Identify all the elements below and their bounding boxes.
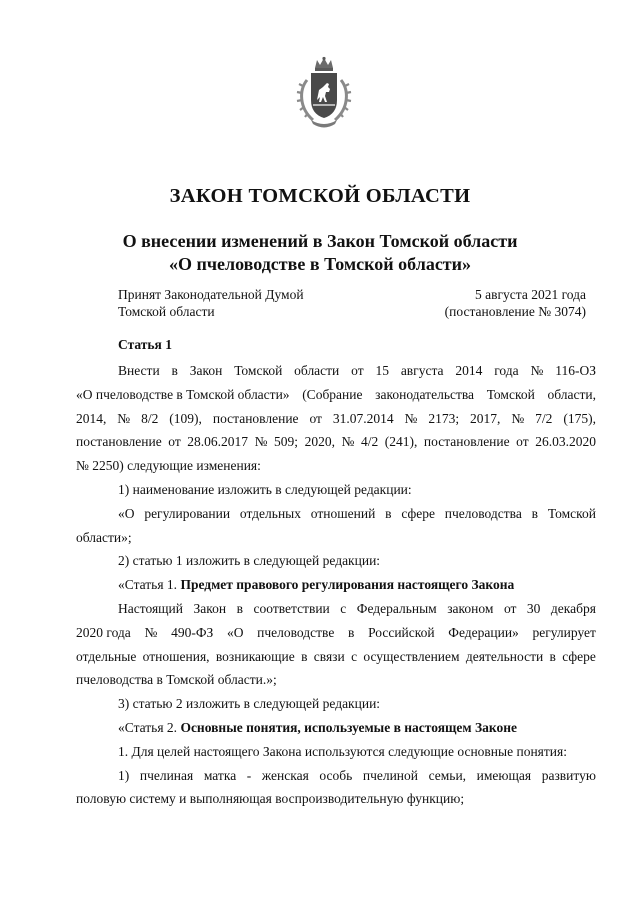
word: 2014, xyxy=(76,410,107,426)
justified-line xyxy=(76,764,596,788)
word: от xyxy=(503,600,517,616)
word: 2173; xyxy=(428,410,460,426)
word: от xyxy=(168,434,181,450)
word: 8/2 xyxy=(141,410,159,426)
word: в xyxy=(531,505,539,521)
word: 2020, xyxy=(304,434,335,450)
word: № xyxy=(117,410,131,426)
word: «О xyxy=(226,624,244,640)
article-title: Основные понятия, используемые в настоящем Законе xyxy=(180,719,517,735)
word: 31.07.2014 xyxy=(332,410,394,426)
word: отношений xyxy=(310,505,376,521)
word: 30 xyxy=(526,600,541,616)
word: Закон xyxy=(193,600,227,616)
word: с xyxy=(340,600,347,616)
word: № xyxy=(404,410,418,426)
word: возникающие xyxy=(215,648,295,664)
justified-line xyxy=(76,645,596,669)
word: 4/2 xyxy=(360,434,379,450)
paragraph-last-line: половую систему и выполняющая воспроизводительную функцию; xyxy=(76,791,465,807)
word: (241), xyxy=(384,434,418,450)
word: № xyxy=(144,624,158,640)
paragraph-last-line: № 2250) следующие изменения: xyxy=(76,458,261,474)
word: пчелиная xyxy=(139,767,194,783)
justified-line xyxy=(76,502,596,526)
word: регулирует xyxy=(532,624,596,640)
word: 26.03.2020 xyxy=(535,434,596,450)
justified-line xyxy=(76,597,596,621)
article-prefix: «Статья 2. xyxy=(118,719,181,735)
article-body xyxy=(76,359,596,811)
amendment-item: 2) статью 1 изложить в следующей редакции: xyxy=(118,553,381,569)
law-subtitle xyxy=(0,230,640,276)
adopted-by xyxy=(118,286,304,320)
word: пчеловодстве xyxy=(257,624,335,640)
word: 490-ФЗ xyxy=(171,624,214,640)
word: законом xyxy=(447,600,494,616)
word: в xyxy=(549,648,556,664)
word: Российской xyxy=(368,624,435,640)
word: 7/2 xyxy=(535,410,553,426)
word: в xyxy=(236,600,243,616)
justified-line xyxy=(76,621,596,645)
subtitle-line: «О пчеловодстве в Томской области» xyxy=(168,254,472,274)
adoption-date xyxy=(445,286,586,320)
word: года xyxy=(494,363,519,378)
word: развитую xyxy=(541,767,596,783)
word: матка xyxy=(203,767,237,783)
word: связи xyxy=(313,648,345,664)
justified-line xyxy=(76,407,596,431)
justified-line xyxy=(76,359,596,383)
word: (Собрание xyxy=(302,386,363,402)
word: 2020 года xyxy=(76,624,131,640)
article-heading: Статья 1 xyxy=(118,337,172,352)
word: Внести xyxy=(118,363,160,378)
word: регулировании xyxy=(144,505,231,521)
word: в xyxy=(171,363,178,378)
resolution-number: (постановление № 3074) xyxy=(444,304,586,319)
word: в xyxy=(385,505,392,521)
word: 28.06.2017 xyxy=(187,434,249,450)
word: 116-ОЗ xyxy=(555,363,596,378)
word: постановление xyxy=(212,410,299,426)
word: (109), xyxy=(169,410,202,426)
word: Томской xyxy=(234,363,283,378)
word: осуществлением xyxy=(363,648,460,664)
amendment-item: 3) статью 2 изложить в следующей редакции: xyxy=(118,696,381,712)
word: (175), xyxy=(563,410,596,426)
word: Настоящий xyxy=(118,600,184,616)
word: пчеловодства xyxy=(444,505,522,521)
word: законодательства xyxy=(375,386,475,402)
word: 1) xyxy=(118,767,130,783)
word: 15 xyxy=(375,363,389,378)
article-title: Предмет правового регулирования настоящего Закона xyxy=(180,577,515,593)
word: области, xyxy=(547,386,596,402)
article-prefix: «Статья 1. xyxy=(118,577,181,593)
word: «О xyxy=(118,505,135,521)
quoted-article-heading xyxy=(76,573,596,597)
word: в xyxy=(348,624,355,640)
word: отдельных xyxy=(239,505,301,521)
word: Закон xyxy=(189,363,223,378)
subtitle-line: О внесении изменений в Закон Томской области xyxy=(122,231,518,251)
word: отношения, xyxy=(142,648,210,664)
word: соответствии xyxy=(253,600,330,616)
word: от xyxy=(351,363,364,378)
adopted-by-line: Принят Законодательной Думой xyxy=(118,287,304,302)
justified-line xyxy=(76,430,596,454)
word: Томской xyxy=(547,505,596,521)
word: Федерации» xyxy=(448,624,519,640)
word: от xyxy=(309,410,322,426)
word: особь xyxy=(319,767,353,783)
word: - xyxy=(246,767,252,783)
word: пчелиной xyxy=(362,767,419,783)
word: отдельные xyxy=(76,648,137,664)
word: семьи, xyxy=(428,767,467,783)
word: в xyxy=(301,648,308,664)
paragraph-line: 1. Для целей настоящего Закона используются следующие основные понятия: xyxy=(118,743,567,759)
adoption-date-line: 5 августа 2021 года xyxy=(475,287,586,302)
word: сфере xyxy=(562,648,596,664)
word: постановление xyxy=(423,434,510,450)
word: августа xyxy=(400,363,444,378)
coat-of-arms-icon xyxy=(293,56,355,130)
word: деятельности xyxy=(465,648,544,664)
justified-line xyxy=(76,383,596,407)
paragraph-last-line: пчеловодства в Томской области.»; xyxy=(76,672,277,688)
amendment-item: 1) наименование изложить в следующей редакции: xyxy=(118,481,412,497)
word: № xyxy=(511,410,525,426)
word: 509; xyxy=(274,434,299,450)
word: декабря xyxy=(550,600,596,616)
paragraph-last-line: области»; xyxy=(76,529,132,545)
word: от xyxy=(516,434,529,450)
word: 2014 xyxy=(455,363,483,378)
adopted-by-line: Томской области xyxy=(118,304,215,319)
word: области xyxy=(294,363,340,378)
word: сфере xyxy=(401,505,435,521)
word: женская xyxy=(261,767,309,783)
word: имеющая xyxy=(476,767,532,783)
word: № xyxy=(341,434,355,450)
law-title: ЗАКОН ТОМСКОЙ ОБЛАСТИ xyxy=(169,185,471,207)
word: Федеральным xyxy=(356,600,437,616)
word: № xyxy=(530,363,544,378)
word: № xyxy=(254,434,268,450)
word: постановление xyxy=(76,434,162,450)
word: Томской xyxy=(486,386,535,402)
word: 2017, xyxy=(470,410,501,426)
word: «О пчеловодстве в Томской области» xyxy=(76,386,290,402)
quoted-article-heading xyxy=(76,716,596,740)
word: с xyxy=(351,648,358,664)
